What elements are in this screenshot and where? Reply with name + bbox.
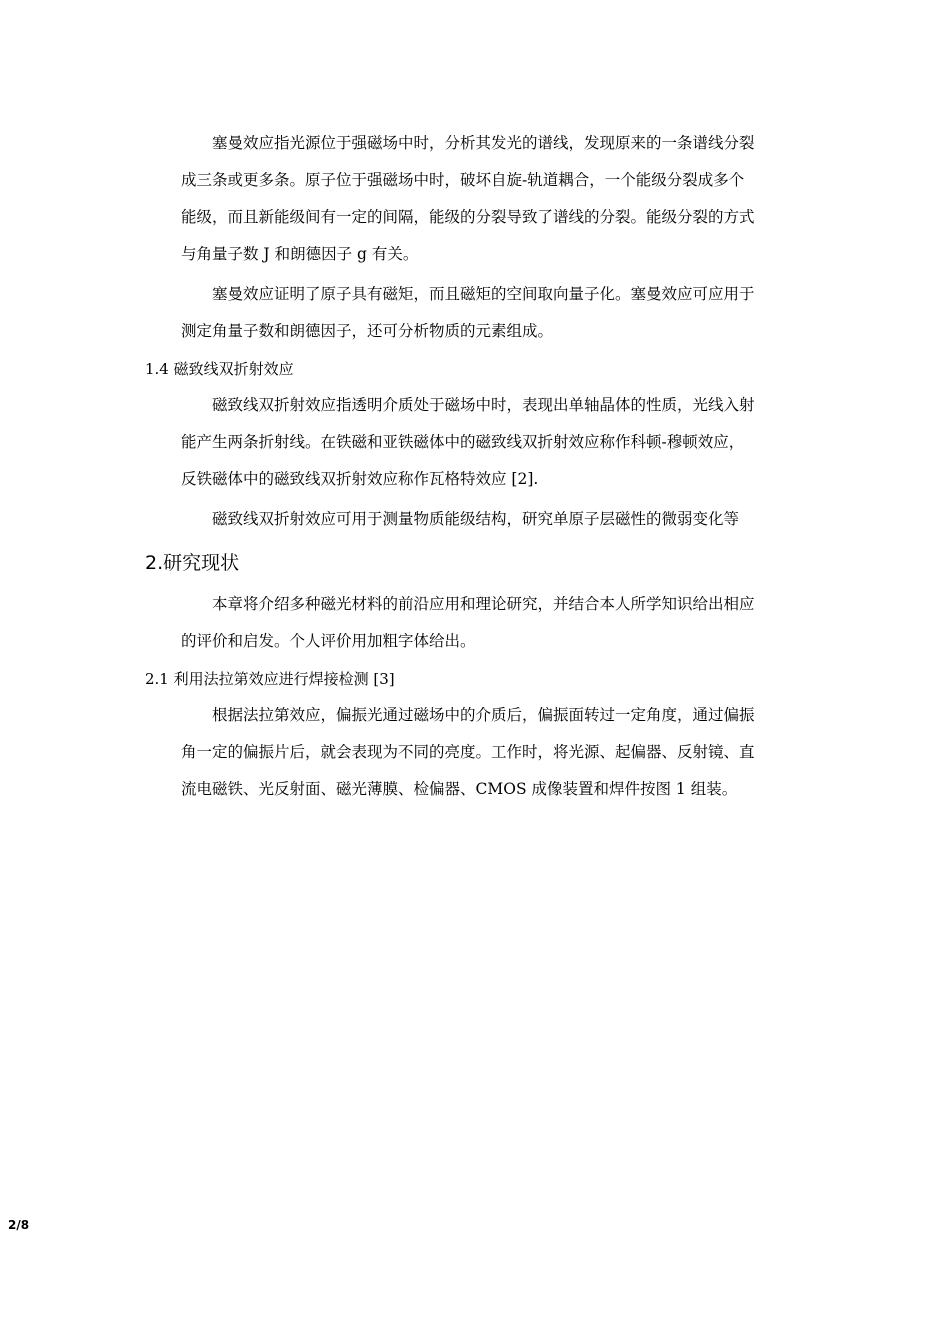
text-line: 磁致线双折射效应可用于测量物质能级结构，研究单原子层磁性的微弱变化等: [212, 510, 740, 528]
page-number: 2/8: [8, 1218, 30, 1232]
subsection-heading-2-1: 2.1 利用法拉第效应进行焊接检测 [3]: [145, 670, 395, 688]
subsection-heading-1-4: 1.4 磁致线双折射效应: [145, 360, 294, 378]
paragraph-magnetic-birefringence: [181, 387, 821, 498]
text-line: 本章将介绍多种磁光材料的前沿应用和理论研究，并结合本人所学知识给出相应: [212, 595, 755, 613]
text-line: 反铁磁体中的磁致线双折射效应称作瓦格特效应 [2].: [181, 470, 539, 488]
text-line: 能级，而且新能级间有一定的间隔，能级的分裂导致了谱线的分裂。能级分裂的方式: [181, 208, 755, 226]
text-line: 能产生两条折射线。在铁磁和亚铁磁体中的磁致线双折射效应称作科顿-穆顿效应，: [181, 433, 745, 451]
text-line: 流电磁铁、光反射面、磁光薄膜、检偏器、CMOS 成像装置和焊件按图 1 组装。: [181, 780, 738, 798]
paragraph-faraday-welding: [181, 697, 821, 808]
text-line: 与角量子数 J 和朗德因子 g 有关。: [181, 245, 419, 263]
text-line: 磁致线双折射效应指透明介质处于磁场中时，表现出单轴晶体的性质，光线入射: [212, 396, 755, 414]
paragraph-birefringence-application: [181, 501, 821, 538]
text-line: 测定角量子数和朗德因子，还可分析物质的元素组成。: [181, 322, 554, 340]
text-line: 塞曼效应指光源位于强磁场中时，分析其发光的谱线，发现原来的一条谱线分裂: [212, 134, 755, 152]
text-line: 的评价和启发。个人评价用加粗字体给出。: [181, 632, 476, 650]
paragraph-chapter-intro: [181, 586, 821, 660]
paragraph-zeeman-definition: [181, 125, 821, 273]
text-line: 根据法拉第效应，偏振光通过磁场中的介质后，偏振面转过一定角度，通过偏振: [212, 706, 755, 724]
section-heading-2: 2.研究现状: [145, 552, 240, 574]
text-line: 角一定的偏振片后，就会表现为不同的亮度。工作时，将光源、起偏器、反射镜、直: [181, 743, 755, 761]
text-line: 成三条或更多条。原子位于强磁场中时，破坏自旋-轨道耦合，一个能级分裂成多个: [181, 171, 745, 189]
text-line: 塞曼效应证明了原子具有磁矩，而且磁矩的空间取向量子化。塞曼效应可应用于: [212, 285, 755, 303]
paragraph-zeeman-application: [181, 276, 821, 350]
